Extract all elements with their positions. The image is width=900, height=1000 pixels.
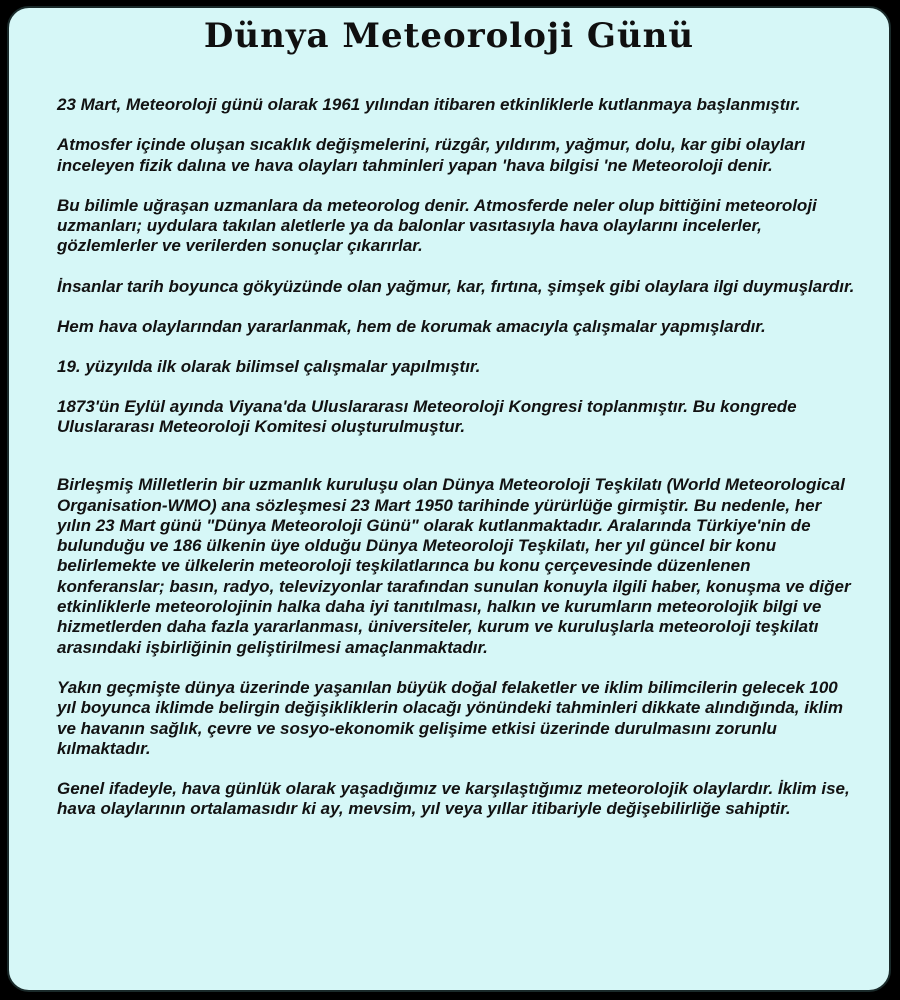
paragraph-meteorology-day: 23 Mart, Meteoroloji günü olarak 1961 yılından itibaren etkinliklerle kutlanmaya başlanmıştır. (57, 95, 801, 114)
article-body (57, 95, 857, 840)
paragraph-19th-century: 19. yüzyılda ilk olarak bilimsel çalışmalar yapılmıştır. (57, 357, 481, 377)
paragraph-vienna-congress: 1873'ün Eylül ayında Viyana'da Uluslararası Meteoroloji Kongresi toplanmıştır. Bu kongrede Uluslararası Meteoroloji Komitesi oluşturulmuştur. (57, 396, 797, 436)
content-panel (7, 6, 891, 992)
paragraph-history-interest: İnsanlar tarih boyunca gökyüzünde olan yağmur, kar, fırtına, şimşek gibi olaylara ilgi duymuşlardır. (57, 276, 855, 296)
paragraph-wmo: Birleşmiş Milletlerin bir uzmanlık kuruluşu olan Dünya Meteoroloji Teşkilatı (World Meteorological Organisation-WMO) ana sözleşmesi 23 Mart 1950 tarihinde yürürlüğe girmiştir. Bu nedenle, her yılın 23 Mart günü "Dünya Meteoroloji Günü" olarak kutlanmaktadır. Aralarında Türkiye'nin de bulunduğu ve 186 ülkenin üye olduğu Dünya Meteoroloji Teşkilatı, her yıl güncel bir konu belirlemekte ve ülkelerin meteoroloji teşkilatlarınca bu konu çerçevesinde düzenlenen konferanslar; basın, radyo, televizyonlar tarafından sunulan konuyla ilgili haber, konuşma ve diğer etkinliklerle meteorolojinin halka daha iyi tanıtılması, halkın ve kurumların meteorolojik bilgi ve hizmetlerden daha fazla yararlanması, üniversiteler, kurum ve kuruluşlarla meteoroloji teşkilatı arasındaki işbirliğinin geliştirilmesi amaçlanmaktadır. (57, 475, 851, 657)
paragraph-climate-change: Yakın geçmişte dünya üzerinde yaşanılan büyük doğal felaketler ve iklim bilimcilerin gelecek 100 yıl boyunca iklimde belirgin değişikliklerin olacağı yönündeki tahminleri dikkate alındığında, iklim ve havanın sağlık, çevre ve sosyo-ekonomik gelişime etkisi üzerinde durulmasını zorunlu kılmaktadır. (57, 677, 843, 758)
page-title: Dünya Meteoroloji Günü (203, 16, 695, 56)
paragraph-meteorologist: Bu bilimle uğraşan uzmanlara da meteorolog denir. Atmosferde neler olup bittiğini meteoroloji uzmanları; uydulara takılan aletlerle ya da balonlar vasıtasıyla hava olaylarını incelerler, gözlemlerler ve verilerden sonuçlar çıkarırlar. (57, 195, 817, 256)
paragraph-weather-climate: Genel ifadeyle, hava günlük olarak yaşadığımız ve karşılaştığımız meteorolojik olaylardır. İklim ise, hava olaylarının ortalamasıdır ki ay, mevsim, yıl veya yıllar itibariyle değişebilirliğe sahiptir. (57, 779, 850, 819)
paragraph-early-work: Hem hava olaylarından yararlanmak, hem de korumak amacıyla çalışmalar yapmışlardır. (57, 317, 766, 337)
paragraph-meteorology-definition: Atmosfer içinde oluşan sıcaklık değişmelerini, rüzgâr, yıldırım, yağmur, dolu, kar gibi olayları inceleyen fizik dalına ve hava olayları tahminleri yapan 'hava bilgisi 'ne Meteoroloji denir. (57, 135, 806, 175)
